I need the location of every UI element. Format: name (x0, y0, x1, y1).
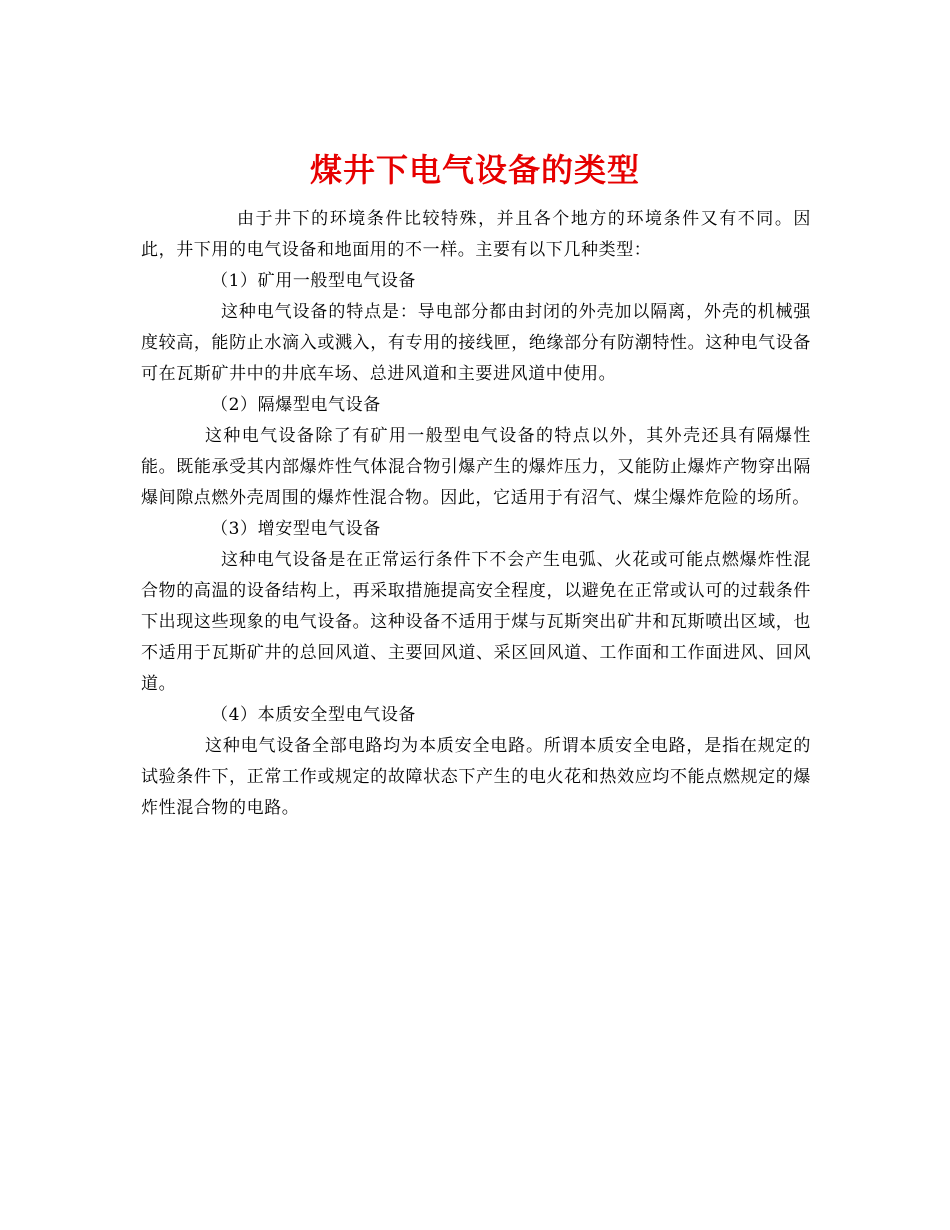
intro-paragraph: 由于井下的环境条件比较特殊，并且各个地方的环境条件又有不同。因此，井下用的电气设备和地面用的不一样。主要有以下几种类型： (141, 209, 811, 260)
document-body (141, 204, 811, 824)
section-1-heading: （1）矿用一般型电气设备 (211, 271, 417, 291)
section-3-heading: （3）增安型电气设备 (211, 519, 381, 539)
document-title: 煤井下电气设备的类型 (309, 151, 640, 190)
section-4-heading: （4）本质安全型电气设备 (211, 705, 417, 725)
section-2-paragraph: 这种电气设备除了有矿用一般型电气设备的特点以外，其外壳还具有隔爆性能。既能承受其内部爆炸性气体混合物引爆产生的爆炸压力，又能防止爆炸产物穿出隔爆间隙点燃外壳周围的爆炸性混合物。因此，它适用于有沼气、煤尘爆炸危险的场所。 (141, 426, 811, 508)
section-2-heading: （2）隔爆型电气设备 (211, 395, 381, 415)
section-4-paragraph: 这种电气设备全部电路均为本质安全电路。所谓本质安全电路，是指在规定的试验条件下，正常工作或规定的故障状态下产生的电火花和热效应均不能点燃规定的爆炸性混合物的电路。 (141, 736, 811, 818)
section-1-paragraph: 这种电气设备的特点是：导电部分都由封闭的外壳加以隔离，外壳的机械强度较高，能防止水滴入或溅入，有专用的接线匣，绝缘部分有防潮特性。这种电气设备可在瓦斯矿井中的井底车场、总进风道和主要进风道中使用。 (141, 302, 811, 384)
section-3-paragraph: 这种电气设备是在正常运行条件下不会产生电弧、火花或可能点燃爆炸性混合物的高温的设备结构上，再采取措施提高安全程度，以避免在正常或认可的过载条件下出现这些现象的电气设备。这种设备不适用于煤与瓦斯突出矿井和瓦斯喷出区域，也不适用于瓦斯矿井的总回风道、主要回风道、采区回风道、工作面和工作面进风、回风道。 (141, 550, 811, 694)
